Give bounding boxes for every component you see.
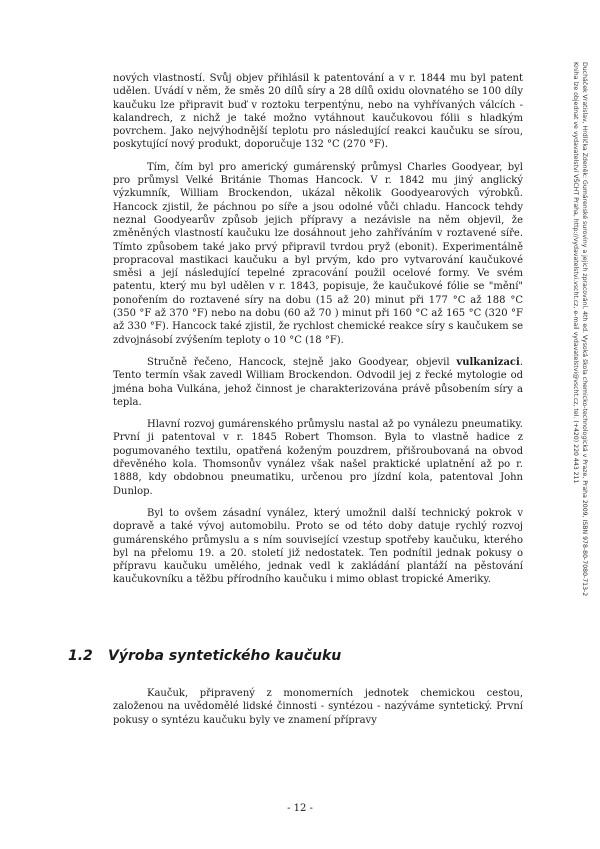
citation-line-1: Ducháček Vratislav, Hrdlička Zdeněk: Gumárenské suroviny a jejich zpracování, 4th ed. Vysoká škola chemicko-technologická v Praze, Praha 2009, ISBN 978-80-7080-713-2: [581, 62, 588, 597]
main-text: [113, 72, 523, 590]
paragraph-3-start: Stručně řečeno, Hancock, stejně jako Goodyear, objevil: [147, 356, 457, 368]
section-title: Výroba syntetického kaučuku: [108, 648, 342, 664]
paragraph-1: nových vlastností. Svůj objev přihlásil k patentování a v r. 1844 mu byl patent udělen. Uvádí v něm, že směs 20 dílů síry a 28 dílů oxidu olovnatého se 100 díly kaučuku lze připravit buď v roztoku terpentýnu, nebo na vyhřívaných válcích - kalandrech, z nichž je také možno vytáhnout kaučukovou fólii s hladkým povrchem. Jako nejvýhodnější teplotu pro následující reakci kaučuku se sírou, poskytující nový produkt, doporučuje 132 °C (270 °F).: [113, 73, 523, 151]
paragraph-4: Hlavní rozvoj gumárenského průmyslu nastal až po vynálezu pneumatiky. První ji patentoval v r. 1845 Robert Thomson. Byla to vlastně hadice z pogumovaného textilu, opatřená koženým pouzdrem, přišroubovaná na obvod dřevěného kola. Thomsonův vynález však našel praktické uplatnění až po r. 1888, kdy obdobnou pneumatiku, určenou pro jízdní kola, patentoval John Dunlop.: [113, 419, 523, 497]
section-paragraph-1: Kaučuk, připravený z monomerních jednotek chemickou cestou, založenou na uvědomělé lidské činnosti - syntézou - nazýváme syntetický. První pokusy o syntézu kaučuku byly ve znamení přípravy: [113, 688, 523, 726]
section-heading: [68, 647, 528, 665]
paragraph-2: Tím, čím byl pro americký gumárenský průmysl Charles Goodyear, byl pro průmysl Velké Británie Thomas Hancock. V r. 1842 mu jiný anglický výzkumník, William Brockendon, ukázal několik Goodyearových výrobků. Hancock zjistil, že páchnou po síře a jsou odolné vůči chladu. Hancock tehdy neznal Goodyearův způsob jejich přípravy a nezávisle na něm objevil, že změněných vlastností kaučuku lze dosáhnout jeho zahříváním v roztavené síře. Tímto způsobem také jako prvý připravil tvrdou pryž (ebonit). Experimentálně propracoval mastikaci kaučuku a byl prvým, kdo pro vytvarování kaučukové směsi a její následující tepelné zpracování použil ocelové formy. Ve svém patentu, který mu byl udělen v r. 1843, popisuje, že kaučukové fólie se "mění" ponořením do roztavené síry na dobu (15 až 20) minut při 177 °C až 188 °C (350 °F až 370 °F) nebo na dobu (60 až 70 ) minut při 160 °C až 165 °C (320 °F až 330 °F). Hancock také zjistil, že rychlost chemické reakce síry s kaučukem se zdvojnásobí zvýšením teploty o 10 °C (18 °F).: [113, 161, 523, 346]
section-number: 1.2: [68, 648, 93, 664]
term-vulkanizace: vulkanizaci: [456, 356, 520, 368]
citation-line-2: Kniha lze objednat ve vydavatelství VŠCHT Praha, http://vydavatelstvi.vscht.cz, e-mail vydavatelstvi@vscht.cz, tel. (+420) 220 443 211: [572, 62, 579, 484]
paragraph-5: Byl to ovšem zásadní vynález, který umožnil další technický pokrok v dopravě a také vývoj automobilu. Proto se od této doby datuje rychlý rozvoj gumárenského průmyslu a s ním související vzestup spotřeby kaučuku, kterého byl na přelomu 19. a 20. století již nedostatek. Ten podnítil jednak pokusy o přípravu kaučuku umělého, jednak vedl k zakládání plantáží na pěstování kaučukovníku a těžbu přírodního kaučuku i mimo oblast tropické Ameriky.: [113, 507, 523, 586]
page-number: - 12 -: [287, 803, 313, 814]
section-text: [113, 687, 523, 727]
paragraph-3-end: . Tento termín však zavedl William Brockendon. Odvodil jej z řecké mytologie od jména boha Vulkána, jehož činnost je charakterizována právě působením síry a tepla.: [113, 356, 523, 408]
side-citation: [571, 62, 589, 782]
paragraph-3: [113, 356, 523, 409]
